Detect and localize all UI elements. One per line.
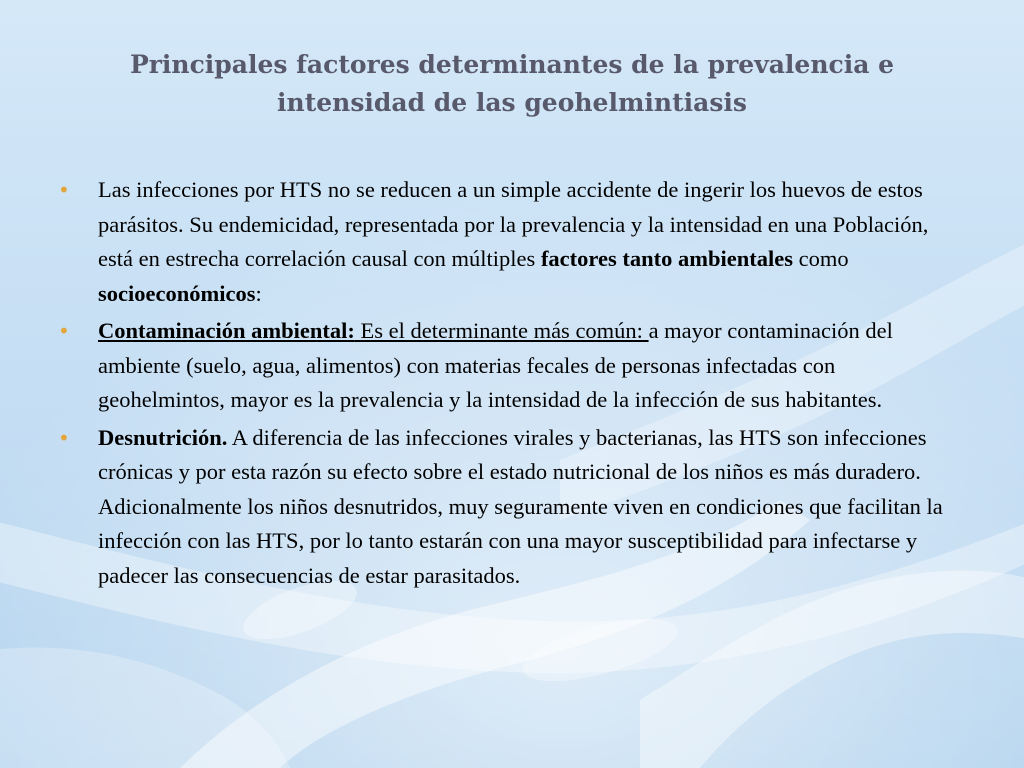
slide-title: Principales factores determinantes de la prevalencia e intensidad de las geohelmintiasis bbox=[129, 50, 895, 117]
bullet-item-intro bbox=[58, 173, 958, 311]
bullet-text: Las infecciones por HTS no se reducen a un simple accidente de ingerir los huevos de estos parásitos. Su endemicidad, representada por la prevalencia y la intensidad en una Población, está en estrecha correlación causal con múltiples bbox=[98, 177, 929, 271]
bullet-item-desnutricion bbox=[58, 421, 958, 594]
bullet-dot-icon: • bbox=[58, 425, 70, 450]
bullet-text: a mayor contaminación del ambiente (suelo, agua, alimentos) con materias fecales de personas infectadas con geohelmintos, mayor es la prevalencia y la intensidad de la infección de sus habitantes. bbox=[98, 318, 893, 412]
bullet-underlined-text: Es el determinante más común: bbox=[354, 318, 649, 343]
bullet-bold-text: socioeconómicos bbox=[98, 280, 256, 306]
bullet-text: como bbox=[792, 246, 849, 271]
bullet-list bbox=[58, 173, 958, 596]
bullet-text: A diferencia de las infecciones virales y bacterianas, las HTS son infecciones crónicas y por esta razón su efecto sobre el estado nutricional de los niños es más duradero. Adicionalmente los niños desnutridos, muy seguramente viven en condiciones que facilitan la infección con las HTS, por lo tanto estarán con una mayor susceptibilidad para infectarse y padecer las consecuencias de estar parasitados. bbox=[98, 424, 943, 588]
bullet-dot-icon: • bbox=[58, 178, 70, 202]
bullet-item-contaminacion bbox=[58, 314, 958, 418]
bullet-heading: Desnutrición. bbox=[98, 424, 228, 450]
bullet-bold-text: factores tanto ambientales bbox=[540, 246, 793, 271]
bullet-heading: Contaminación ambiental: bbox=[98, 318, 355, 343]
bullet-dot-icon: • bbox=[58, 319, 70, 343]
bullet-text: : bbox=[255, 280, 262, 306]
